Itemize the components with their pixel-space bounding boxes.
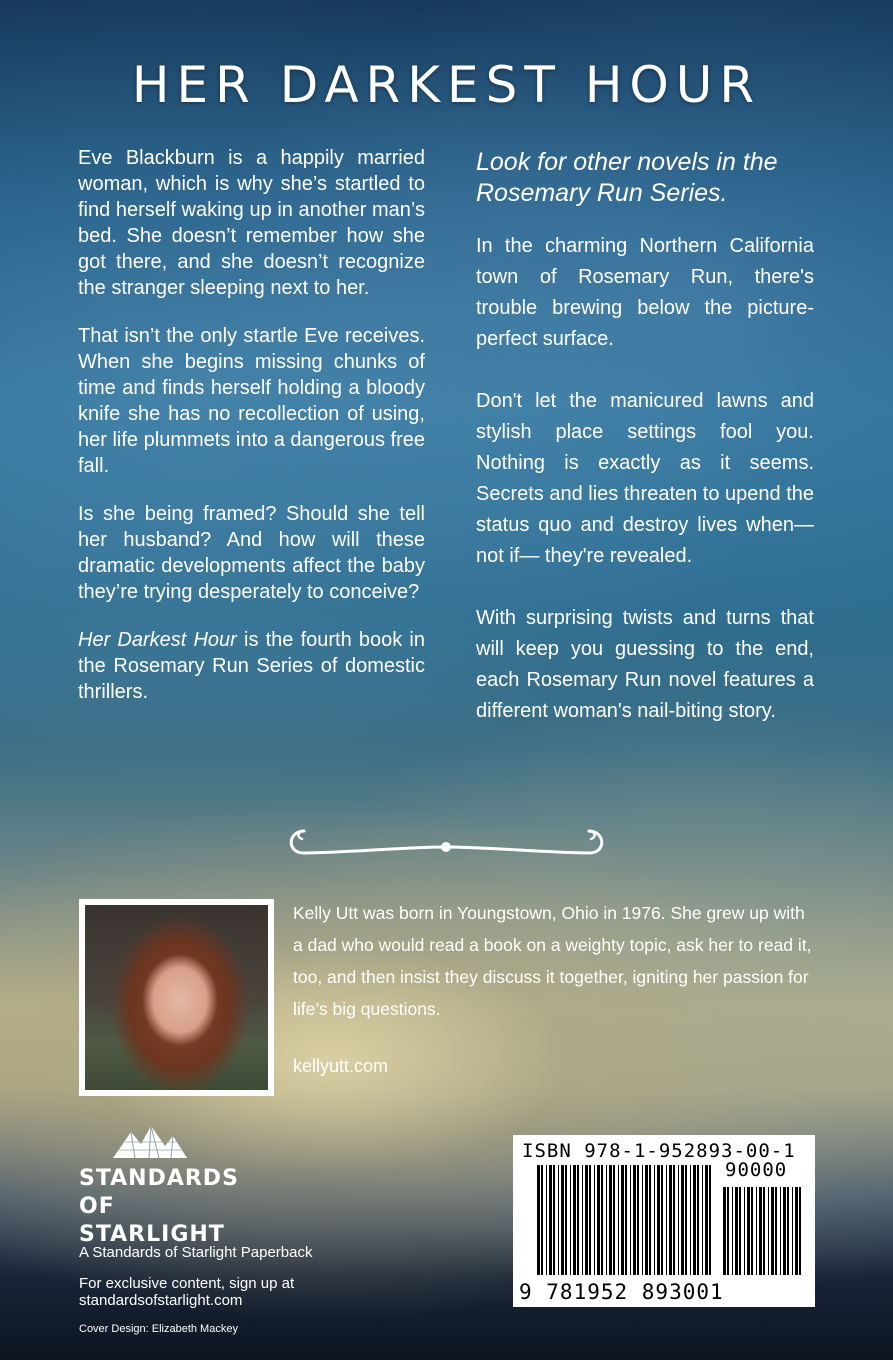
barcode-bar [613, 1165, 615, 1275]
blurb-paragraph: Is she being framed? Should she tell her husband? And how will these dramatic developments affect the baby they’re trying desperately to conceive? [78, 503, 425, 603]
barcode-bar [565, 1165, 567, 1275]
barcode-bar [709, 1165, 711, 1275]
barcode-bar [747, 1187, 750, 1275]
series-paragraph: With surprising twists and turns that will keep you guessing to the end, each Rosemary Run novel features a different woman's nail-biting story. [476, 607, 814, 722]
barcode-bar [633, 1165, 636, 1275]
blurb-paragraph [78, 627, 425, 705]
barcode-bar [759, 1187, 762, 1275]
barcode-bar [732, 1187, 733, 1275]
barcode-bar [637, 1165, 639, 1275]
barcode-bar [541, 1165, 543, 1275]
barcode-bar [657, 1165, 660, 1275]
signup-text [79, 1275, 294, 1309]
series-column [476, 147, 814, 758]
imprint-line: A Standards of Starlight Paperback [79, 1244, 313, 1261]
book-title-italic: Her Darkest Hour [78, 629, 237, 651]
barcode-bar [768, 1187, 769, 1275]
signup-url: standardsofstarlight.com [79, 1292, 243, 1309]
mountain-logo-icon [79, 1120, 219, 1160]
barcode-bar [678, 1165, 679, 1275]
author-photo [85, 905, 268, 1090]
barcode-bar [763, 1187, 765, 1275]
barcode-bar [735, 1187, 738, 1275]
barcode-bar [582, 1165, 583, 1275]
author-website: kellyutt.com [293, 1056, 389, 1076]
barcode-bar [693, 1165, 696, 1275]
cover-design-credit: Cover Design: Elizabeth Mackey [79, 1323, 238, 1335]
barcode-bar [654, 1165, 655, 1275]
barcode-bar [783, 1187, 786, 1275]
blurb-paragraph: Eve Blackburn is a happily married woman, which is why she’s startled to find herself waking up in another man’s bed. She doesn’t remember how she got there, and she doesn’t recognize the stranger sleeping next to her. [78, 147, 425, 299]
barcode-bar [537, 1165, 540, 1275]
barcode-bar [673, 1165, 675, 1275]
barcode-bar [606, 1165, 607, 1275]
barcode-bar [799, 1187, 801, 1275]
barcode-bar [771, 1187, 774, 1275]
ean-digits: 9 781952 893001 [519, 1280, 724, 1304]
barcode-bar [594, 1165, 595, 1275]
author-photo-frame [79, 899, 274, 1096]
barcode-bar [739, 1187, 741, 1275]
barcode-bar [621, 1165, 624, 1275]
signup-line-1: For exclusive content, sign up at [79, 1275, 295, 1292]
barcode-bar [549, 1165, 552, 1275]
isbn-barcode [513, 1135, 815, 1307]
barcode-bar [775, 1187, 777, 1275]
ornament-divider [284, 823, 609, 863]
isbn-label: ISBN 978-1-952893-00-1 [522, 1140, 796, 1162]
barcode-bar [751, 1187, 753, 1275]
barcode-bar [795, 1187, 798, 1275]
barcode-bar [685, 1165, 687, 1275]
barcode-bar [690, 1165, 691, 1275]
barcode-bar [661, 1165, 663, 1275]
barcode-bar [666, 1165, 667, 1275]
barcode-bar [570, 1165, 571, 1275]
barcode-bar [577, 1165, 579, 1275]
logo-line-1: STANDARDS [79, 1166, 239, 1191]
barcode-bar [553, 1165, 555, 1275]
series-paragraph: In the charming Northern California town of Rosemary Run, there's trouble brewing below the picture-perfect surface. [476, 235, 814, 350]
barcode-bar [609, 1165, 612, 1275]
barcode-bar [558, 1165, 559, 1275]
barcode-bar [645, 1165, 648, 1275]
barcode-bar [681, 1165, 684, 1275]
blurb-text: is the fourth book in the Rosemary Run Series of domestic thrillers. [78, 629, 425, 703]
blurb-paragraph: That isn’t the only startle Eve receives. When she begins missing chunks of time and finds herself holding a bloody knife she has no recollection of using, her life plummets into a dangerous free fall. [78, 325, 425, 477]
price-code: 90000 [725, 1159, 788, 1181]
logo-line-2: OF STARLIGHT [79, 1194, 225, 1247]
barcode-bar [546, 1165, 547, 1275]
barcode-bar [780, 1187, 781, 1275]
barcode-bar [601, 1165, 603, 1275]
barcode-bar [618, 1165, 619, 1275]
barcode-bar [705, 1165, 708, 1275]
blurb-column [78, 145, 425, 727]
barcode-bar [589, 1165, 591, 1275]
series-paragraph: Don't let the manicured lawns and stylish place settings fool you. Nothing is exactly as it seems. Secrets and lies threaten to upend the status quo and destroy lives when— not if— they're revealed. [476, 390, 815, 567]
barcode-bar [625, 1165, 627, 1275]
barcode-bar [597, 1165, 600, 1275]
barcode-bar [669, 1165, 672, 1275]
barcode-bar [727, 1187, 729, 1275]
barcode-bar [561, 1165, 564, 1275]
barcode-bar [697, 1165, 699, 1275]
book-title: HER DARKEST HOUR [131, 56, 762, 114]
barcode-bar [756, 1187, 757, 1275]
author-bio: Kelly Utt was born in Youngstown, Ohio in 1976. She grew up with a dad who would read a book on a weighty topic, ask her to read it, too, and then insist they discuss it together, igniting her passion for life’s big questions. [293, 903, 812, 1019]
barcode-bar [744, 1187, 745, 1275]
barcode-bar [585, 1165, 588, 1275]
barcode-bar [702, 1165, 703, 1275]
series-heading: Look for other novels in the Rosemary Run Series. [476, 148, 778, 207]
barcode-bar [630, 1165, 631, 1275]
barcode-bar [723, 1187, 726, 1275]
barcode-bar [573, 1165, 576, 1275]
barcode-bar [787, 1187, 789, 1275]
barcode-bar [642, 1165, 643, 1275]
barcode-bar [649, 1165, 651, 1275]
barcode-bar [792, 1187, 793, 1275]
publisher-logo [79, 1120, 239, 1249]
